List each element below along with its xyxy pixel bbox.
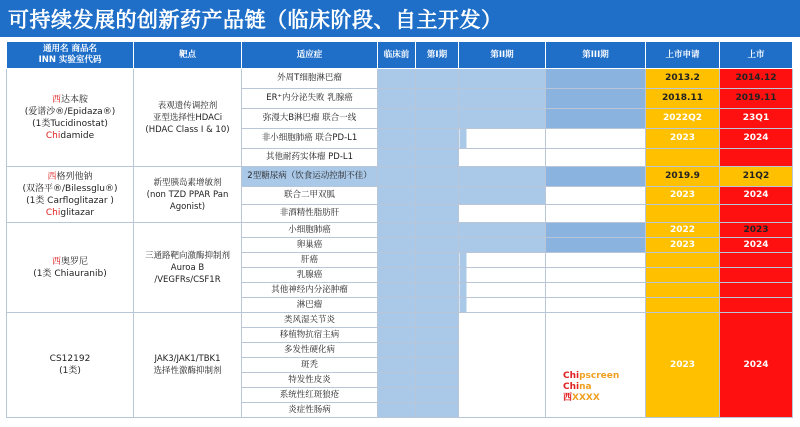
bar-phase1 bbox=[416, 253, 459, 268]
bar-phase2 bbox=[459, 313, 546, 418]
nda-date: 2023 bbox=[646, 187, 720, 205]
table-row bbox=[7, 69, 793, 89]
bar-phase1 bbox=[416, 358, 459, 373]
table-row bbox=[7, 313, 793, 328]
bar-phase3 bbox=[546, 268, 646, 283]
legend-red-text: 西 bbox=[563, 393, 573, 403]
drug-name: 格列他钠 bbox=[56, 171, 93, 182]
drug-code-prefix: Chi bbox=[45, 130, 61, 141]
drug-code-prefix: Chi bbox=[45, 207, 61, 218]
drug-target: 三通路靶向激酶抑制剂 Auroa B /VEGFRs/CSF1R bbox=[134, 223, 242, 313]
launch-date: 2019.11 bbox=[720, 89, 793, 109]
drug-name-cell bbox=[7, 313, 134, 418]
drug-name: 奥罗尼 bbox=[61, 256, 89, 267]
nda-date: 2023 bbox=[646, 313, 720, 418]
bar-phase1 bbox=[416, 328, 459, 343]
bar-phase3 bbox=[546, 283, 646, 298]
table-row bbox=[7, 167, 793, 187]
launch-date: 2024 bbox=[720, 313, 793, 418]
bar-phase2 bbox=[459, 149, 546, 167]
launch-date: 2023 bbox=[720, 223, 793, 238]
legend-orange-text: na bbox=[579, 382, 592, 392]
launch-date: 2014.12 bbox=[720, 69, 793, 89]
bar-phase1 bbox=[416, 388, 459, 403]
launch-date bbox=[720, 149, 793, 167]
title-bar bbox=[0, 0, 800, 37]
bar-preclinical bbox=[378, 238, 416, 253]
bar-preclinical bbox=[378, 205, 416, 223]
bar-phase2 bbox=[459, 283, 546, 298]
bar-preclinical bbox=[378, 253, 416, 268]
bar-phase2 bbox=[459, 69, 546, 89]
header-name: 通用名 商品名 INN 实验室代码 bbox=[7, 42, 134, 69]
drug-brand: (爱谱沙®/Epidaza®) bbox=[24, 106, 116, 117]
color-legend bbox=[563, 371, 619, 404]
bar-preclinical bbox=[378, 187, 416, 205]
bar-phase1 bbox=[416, 149, 459, 167]
header-row bbox=[7, 42, 793, 69]
nda-date bbox=[646, 268, 720, 283]
drug-code: glitazar bbox=[60, 207, 95, 218]
header-target: 靶点 bbox=[134, 42, 242, 69]
bar-preclinical bbox=[378, 89, 416, 109]
bar-preclinical bbox=[378, 167, 416, 187]
bar-phase1 bbox=[416, 109, 459, 129]
legend-orange-text: pscreen bbox=[579, 371, 620, 381]
bar-preclinical bbox=[378, 223, 416, 238]
indication: 类风湿关节炎 bbox=[242, 313, 378, 328]
launch-date bbox=[720, 205, 793, 223]
bar-preclinical bbox=[378, 129, 416, 149]
bar-phase2 bbox=[459, 89, 546, 109]
drug-name-prefix: 西 bbox=[47, 171, 57, 182]
indication: 其他神经内分泌肿瘤 bbox=[242, 283, 378, 298]
bar-phase1 bbox=[416, 89, 459, 109]
drug-code: damide bbox=[60, 130, 95, 141]
bar-preclinical bbox=[378, 283, 416, 298]
bar-phase3 bbox=[546, 298, 646, 313]
drug-name-prefix: 西 bbox=[51, 94, 61, 105]
bar-phase2 bbox=[459, 298, 546, 313]
indication: 2型糖尿病（饮食运动控制不佳） bbox=[242, 167, 378, 187]
bar-phase1 bbox=[416, 313, 459, 328]
launch-date: 2024 bbox=[720, 129, 793, 149]
indication: 多发性硬化病 bbox=[242, 343, 378, 358]
bar-preclinical bbox=[378, 358, 416, 373]
nda-date: 2023 bbox=[646, 129, 720, 149]
bar-phase3 bbox=[546, 129, 646, 149]
bar-phase2 bbox=[459, 167, 546, 187]
launch-date bbox=[720, 268, 793, 283]
bar-phase1 bbox=[416, 187, 459, 205]
bar-phase1 bbox=[416, 205, 459, 223]
bar-preclinical bbox=[378, 109, 416, 129]
legend-line-xi bbox=[563, 393, 619, 404]
bar-phase3 bbox=[546, 187, 646, 205]
bar-preclinical bbox=[378, 343, 416, 358]
bar-phase1 bbox=[416, 283, 459, 298]
drug-target: 表观遗传调控剂 亚型选择性HDACi (HDAC Class I & 10) bbox=[134, 69, 242, 167]
nda-date: 2013.2 bbox=[646, 69, 720, 89]
drug-name-cell bbox=[7, 223, 134, 313]
nda-date: 2019.9 bbox=[646, 167, 720, 187]
drug-name-cell bbox=[7, 167, 134, 223]
page-title: 可持续发展的创新药产品链（临床阶段、自主开发） bbox=[8, 8, 503, 32]
indication: ER⁺内分泌失败 乳腺癌 bbox=[242, 89, 378, 109]
bar-preclinical bbox=[378, 298, 416, 313]
drug-target: JAK3/JAK1/TBK1 选择性激酶抑制剂 bbox=[134, 313, 242, 418]
indication: 乳腺癌 bbox=[242, 268, 378, 283]
header-preclinical: 临床前 bbox=[378, 42, 416, 69]
drug-name: 达本胺 bbox=[61, 94, 89, 105]
drug-inn: (1类Tucidinostat) bbox=[32, 118, 108, 129]
bar-phase3 bbox=[546, 149, 646, 167]
drug-inn: (1类 Carfloglitazar ) bbox=[26, 195, 114, 206]
legend-line-chipscreen bbox=[563, 371, 619, 382]
launch-date: 2024 bbox=[720, 187, 793, 205]
indication: 移植物抗宿主病 bbox=[242, 328, 378, 343]
bar-phase1 bbox=[416, 298, 459, 313]
bar-phase2 bbox=[459, 205, 546, 223]
legend-red-text: Chi bbox=[563, 382, 580, 392]
nda-date bbox=[646, 283, 720, 298]
indication: 斑秃 bbox=[242, 358, 378, 373]
launch-date bbox=[720, 283, 793, 298]
bar-preclinical bbox=[378, 69, 416, 89]
indication: 外周T细胞淋巴瘤 bbox=[242, 69, 378, 89]
bar-preclinical bbox=[378, 328, 416, 343]
launch-date: 23Q1 bbox=[720, 109, 793, 129]
nda-date bbox=[646, 298, 720, 313]
bar-phase1 bbox=[416, 223, 459, 238]
launch-date bbox=[720, 253, 793, 268]
header-phase1: 第I期 bbox=[416, 42, 459, 69]
header-nda: 上市申请 bbox=[646, 42, 720, 69]
nda-date: 2023 bbox=[646, 238, 720, 253]
bar-phase3 bbox=[546, 205, 646, 223]
bar-preclinical bbox=[378, 388, 416, 403]
bar-preclinical bbox=[378, 149, 416, 167]
bar-phase3 bbox=[546, 253, 646, 268]
bar-phase3 bbox=[546, 89, 646, 109]
header-phase2: 第II期 bbox=[459, 42, 546, 69]
indication: 系统性红斑狼疮 bbox=[242, 388, 378, 403]
drug-brand: (双洛平®/Bilessglu®) bbox=[22, 183, 118, 194]
bar-phase2 bbox=[459, 109, 546, 129]
legend-line-china bbox=[563, 382, 619, 393]
nda-date: 2022 bbox=[646, 223, 720, 238]
indication: 小细胞肺癌 bbox=[242, 223, 378, 238]
bar-phase1 bbox=[416, 69, 459, 89]
bar-phase1 bbox=[416, 268, 459, 283]
bar-phase2 bbox=[459, 268, 546, 283]
indication: 其他耐药实体瘤 PD-L1 bbox=[242, 149, 378, 167]
bar-phase2 bbox=[459, 253, 546, 268]
indication: 弥漫大B淋巴瘤 联合一线 bbox=[242, 109, 378, 129]
bar-phase3 bbox=[546, 223, 646, 238]
indication: 淋巴瘤 bbox=[242, 298, 378, 313]
nda-date bbox=[646, 253, 720, 268]
legend-red-text: Chi bbox=[563, 371, 580, 381]
launch-date: 21Q2 bbox=[720, 167, 793, 187]
header-phase3: 第III期 bbox=[546, 42, 646, 69]
bar-phase3 bbox=[546, 109, 646, 129]
bar-phase1 bbox=[416, 373, 459, 388]
bar-preclinical bbox=[378, 313, 416, 328]
bar-preclinical bbox=[378, 373, 416, 388]
drug-code: CS12192 bbox=[49, 354, 91, 364]
bar-phase3 bbox=[546, 69, 646, 89]
drug-inn: (1类 Chiauranib) bbox=[33, 268, 107, 279]
bar-phase2 bbox=[459, 238, 546, 253]
drug-target: 新型胰岛素增敏剂 (non TZD PPAR Pan Agonist) bbox=[134, 167, 242, 223]
nda-date bbox=[646, 205, 720, 223]
bar-preclinical bbox=[378, 268, 416, 283]
indication: 炎症性肠病 bbox=[242, 403, 378, 418]
indication: 卵巢癌 bbox=[242, 238, 378, 253]
table-row bbox=[7, 223, 793, 238]
drug-class: (1类) bbox=[59, 366, 81, 376]
bar-phase1 bbox=[416, 238, 459, 253]
indication: 非酒精性脂肪肝 bbox=[242, 205, 378, 223]
indication: 非小细胞肺癌 联合PD-L1 bbox=[242, 129, 378, 149]
drug-name-prefix: 西 bbox=[51, 256, 61, 267]
indication: 肝癌 bbox=[242, 253, 378, 268]
indication: 特发性皮炎 bbox=[242, 373, 378, 388]
bar-phase1 bbox=[416, 343, 459, 358]
launch-date bbox=[720, 298, 793, 313]
header-launch: 上市 bbox=[720, 42, 793, 69]
bar-phase2 bbox=[459, 129, 546, 149]
bar-phase1 bbox=[416, 403, 459, 418]
pipeline-table bbox=[6, 41, 793, 418]
bar-phase3 bbox=[546, 238, 646, 253]
nda-date bbox=[646, 149, 720, 167]
bar-preclinical bbox=[378, 403, 416, 418]
bar-phase3 bbox=[546, 167, 646, 187]
header-indication: 适应症 bbox=[242, 42, 378, 69]
drug-name-cell bbox=[7, 69, 134, 167]
indication: 联合二甲双胍 bbox=[242, 187, 378, 205]
nda-date: 2022Q2 bbox=[646, 109, 720, 129]
launch-date: 2024 bbox=[720, 238, 793, 253]
nda-date: 2018.11 bbox=[646, 89, 720, 109]
bar-phase1 bbox=[416, 129, 459, 149]
bar-phase1 bbox=[416, 167, 459, 187]
bar-phase2 bbox=[459, 223, 546, 238]
legend-orange-text: XXXX bbox=[572, 393, 600, 403]
bar-phase2 bbox=[459, 187, 546, 205]
